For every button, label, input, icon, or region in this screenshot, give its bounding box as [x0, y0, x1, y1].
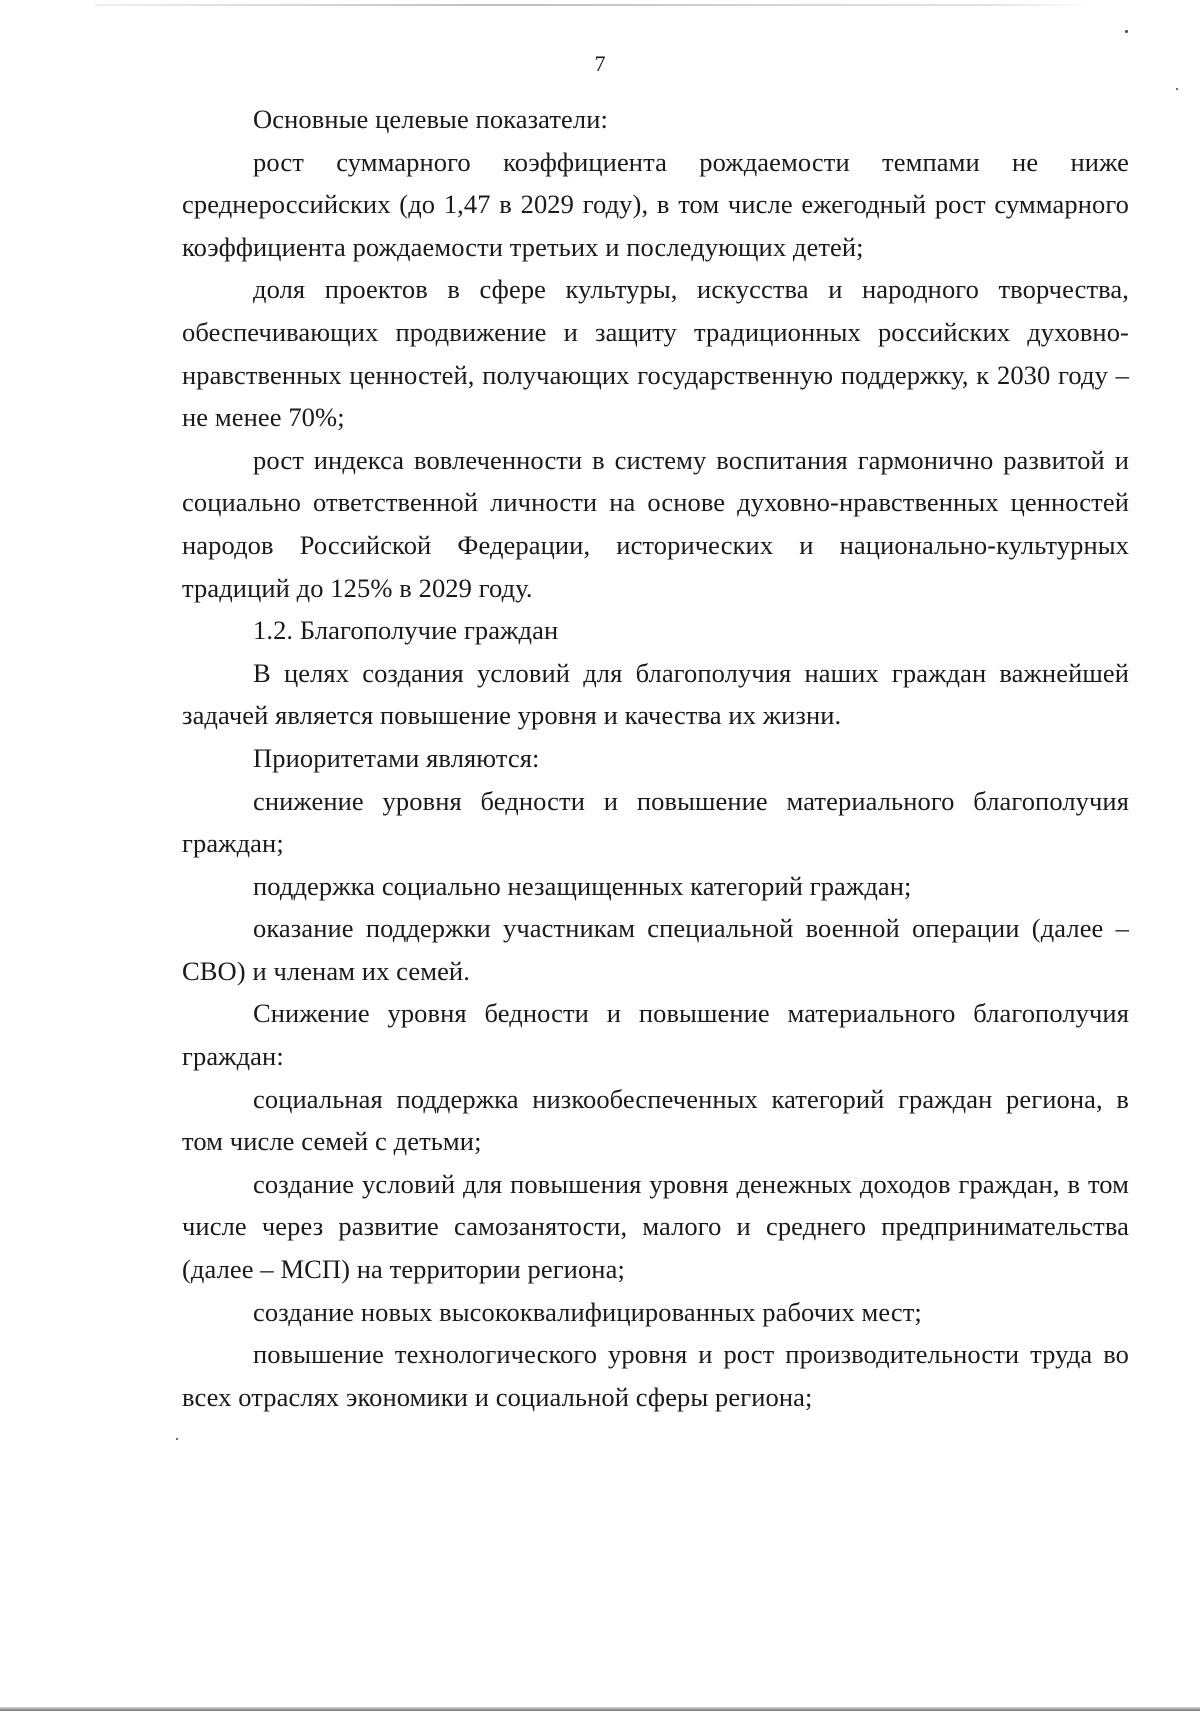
paragraph-productivity: повышение технологического уровня и рост производительности труда во всех отраслях экономики и социальной сферы региона; — [182, 1339, 1129, 1412]
scan-speck — [1176, 88, 1178, 90]
scan-speck — [1125, 30, 1128, 33]
paragraph-poverty-reduction: снижение уровня бедности и повышение материального благополучия граждан; — [182, 785, 1129, 859]
scan-edge-bottom — [0, 1707, 1200, 1711]
section-heading-wellbeing: 1.2. Благополучие граждан — [253, 615, 559, 646]
paragraph-new-jobs: создание новых высококвалифицированных рабочих мест; — [253, 1296, 922, 1327]
paragraph-svo-support: оказание поддержки участникам специальной военной операции (далее – СВО) и членам их семей. — [182, 913, 1129, 986]
page-number: 7 — [594, 51, 606, 76]
paragraph-income-growth: создание условий для повышения уровня денежных доходов граждан, в том числе через развитие самозанятости, малого и среднего предпринимательства (далее – МСП) на территории региона; — [182, 1168, 1129, 1285]
paragraph-culture-projects: доля проектов в сфере культуры, искусства и народного творчества, обеспечивающих продвижение и защиту традиционных российских духовно-нравственных ценностей, получающих государственную поддержку, к 2030 году – не менее 70%; — [182, 274, 1129, 433]
paragraph-engagement-index: рост индекса вовлеченности в систему воспитания гармонично развитой и социально ответственной личности на основе духовно-нравственных ценностей народов Российской Федерации, исторических и национально-культурных традиций до 125% в 2029 году. — [182, 444, 1129, 603]
paragraph-wellbeing-goal: В целях создания условий для благополучия наших граждан важнейшей задачей является повышение уровня и качества их жизни. — [182, 657, 1129, 731]
scan-speck — [176, 1438, 178, 1440]
document-body — [182, 98, 1129, 1418]
paragraph-targets-heading: Основные целевые показатели: — [253, 104, 608, 134]
paragraph-poverty-heading: Снижение уровня бедности и повышение материального благополучия граждан: — [182, 998, 1129, 1072]
paragraph-social-support: поддержка социально незащищенных категорий граждан; — [253, 870, 912, 901]
paragraph-low-income-support: социальная поддержка низкообеспеченных категорий граждан региона, в том числе семей с детьми; — [182, 1083, 1129, 1157]
paragraph-priorities-heading: Приоритетами являются: — [253, 742, 540, 773]
paragraph-birth-rate: рост суммарного коэффициента рождаемости темпами не ниже среднероссийских (до 1,47 в 2029 году), в том числе ежегодный рост суммарного коэффициента рождаемости третьих и последующих детей; — [182, 146, 1129, 262]
scan-edge-top — [95, 4, 1095, 6]
